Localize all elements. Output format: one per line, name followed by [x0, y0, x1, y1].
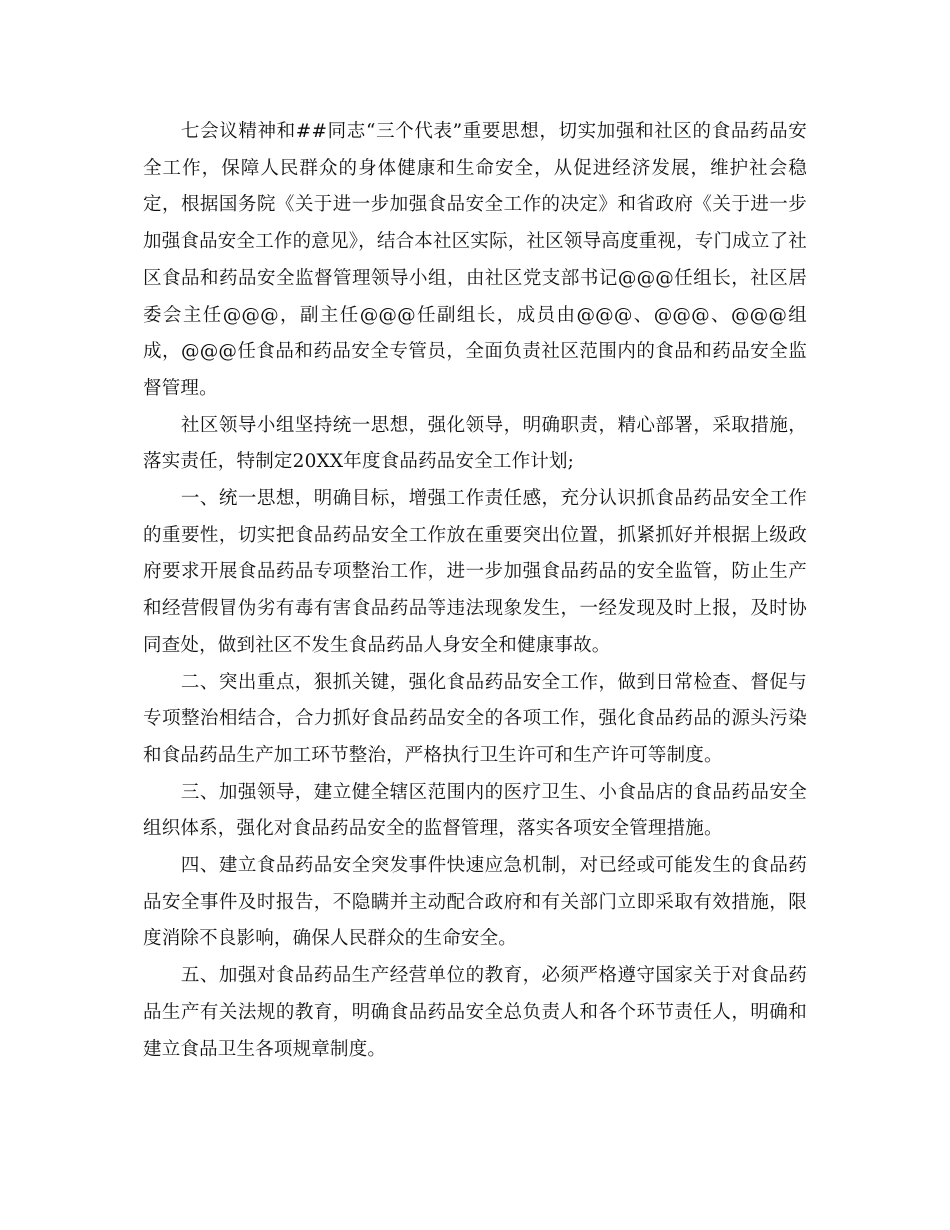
- paragraph-item-two: 二、突出重点，狠抓关键，强化食品药品安全工作，做到日常检查、督促与专项整治相结合，合力抓好食品药品安全的各项工作，强化食品药品的源头污染和食品药品生产加工环节整治，严格执行卫生许可和生产许可等制度。: [143, 671, 807, 766]
- paragraph-item-four: 四、建立食品药品安全突发事件快速应急机制，对已经或可能发生的食品药品安全事件及时报告，不隐瞒并主动配合政府和有关部门立即采取有效措施，限度消除不良影响，确保人民群众的生命安全。: [143, 855, 807, 950]
- document-body: [143, 114, 807, 1068]
- paragraph-leadership-group: 七会议精神和##同志“三个代表”重要思想，切实加强和社区的食品药品安全工作，保障人民群众的身体健康和生命安全，从促进经济发展，维护社会稳定，根据国务院《关于进一步加强食品安全工作的决定》和省政府《关于进一步加强食品安全工作的意见》，结合本社区实际，社区领导高度重视，专门成立了社区食品和药品安全监督管理领导小组，由社区党支部书记@@@任组长，社区居委会主任@@@，副主任@@@任副组长，成员由@@@、@@@、@@@组成，@@@任食品和药品安全专管员，全面负责社区范围内的食品和药品安全监督管理。: [143, 121, 807, 399]
- paragraph-item-one: 一、统一思想，明确目标，增强工作责任感，充分认识抓食品药品安全工作的重要性，切实把食品药品安全工作放在重要突出位置，抓紧抓好并根据上级政府要求开展食品药品专项整治工作，进一步加强食品药品的安全监管，防止生产和经营假冒伪劣有毒有害食品药品等违法现象发生，一经发现及时上报，及时协同查处，做到社区不发生食品药品人身安全和健康事故。: [143, 488, 807, 656]
- paragraph-work-plan-intro: 社区领导小组坚持统一思想，强化领导，明确职责，精心部署，采取措施，落实责任，特制定20XX年度食品药品安全工作计划;: [143, 414, 807, 473]
- paragraph-item-five: 五、加强对食品药品生产经营单位的教育，必须严格遵守国家关于对食品药品生产有关法规的教育，明确食品药品安全总负责人和各个环节责任人，明确和建立食品卫生各项规章制度。: [143, 965, 807, 1060]
- paragraph-item-three: 三、加强领导，建立健全辖区范围内的医疗卫生、小食品店的食品药品安全组织体系，强化对食品药品安全的监督管理，落实各项安全管理措施。: [143, 781, 807, 840]
